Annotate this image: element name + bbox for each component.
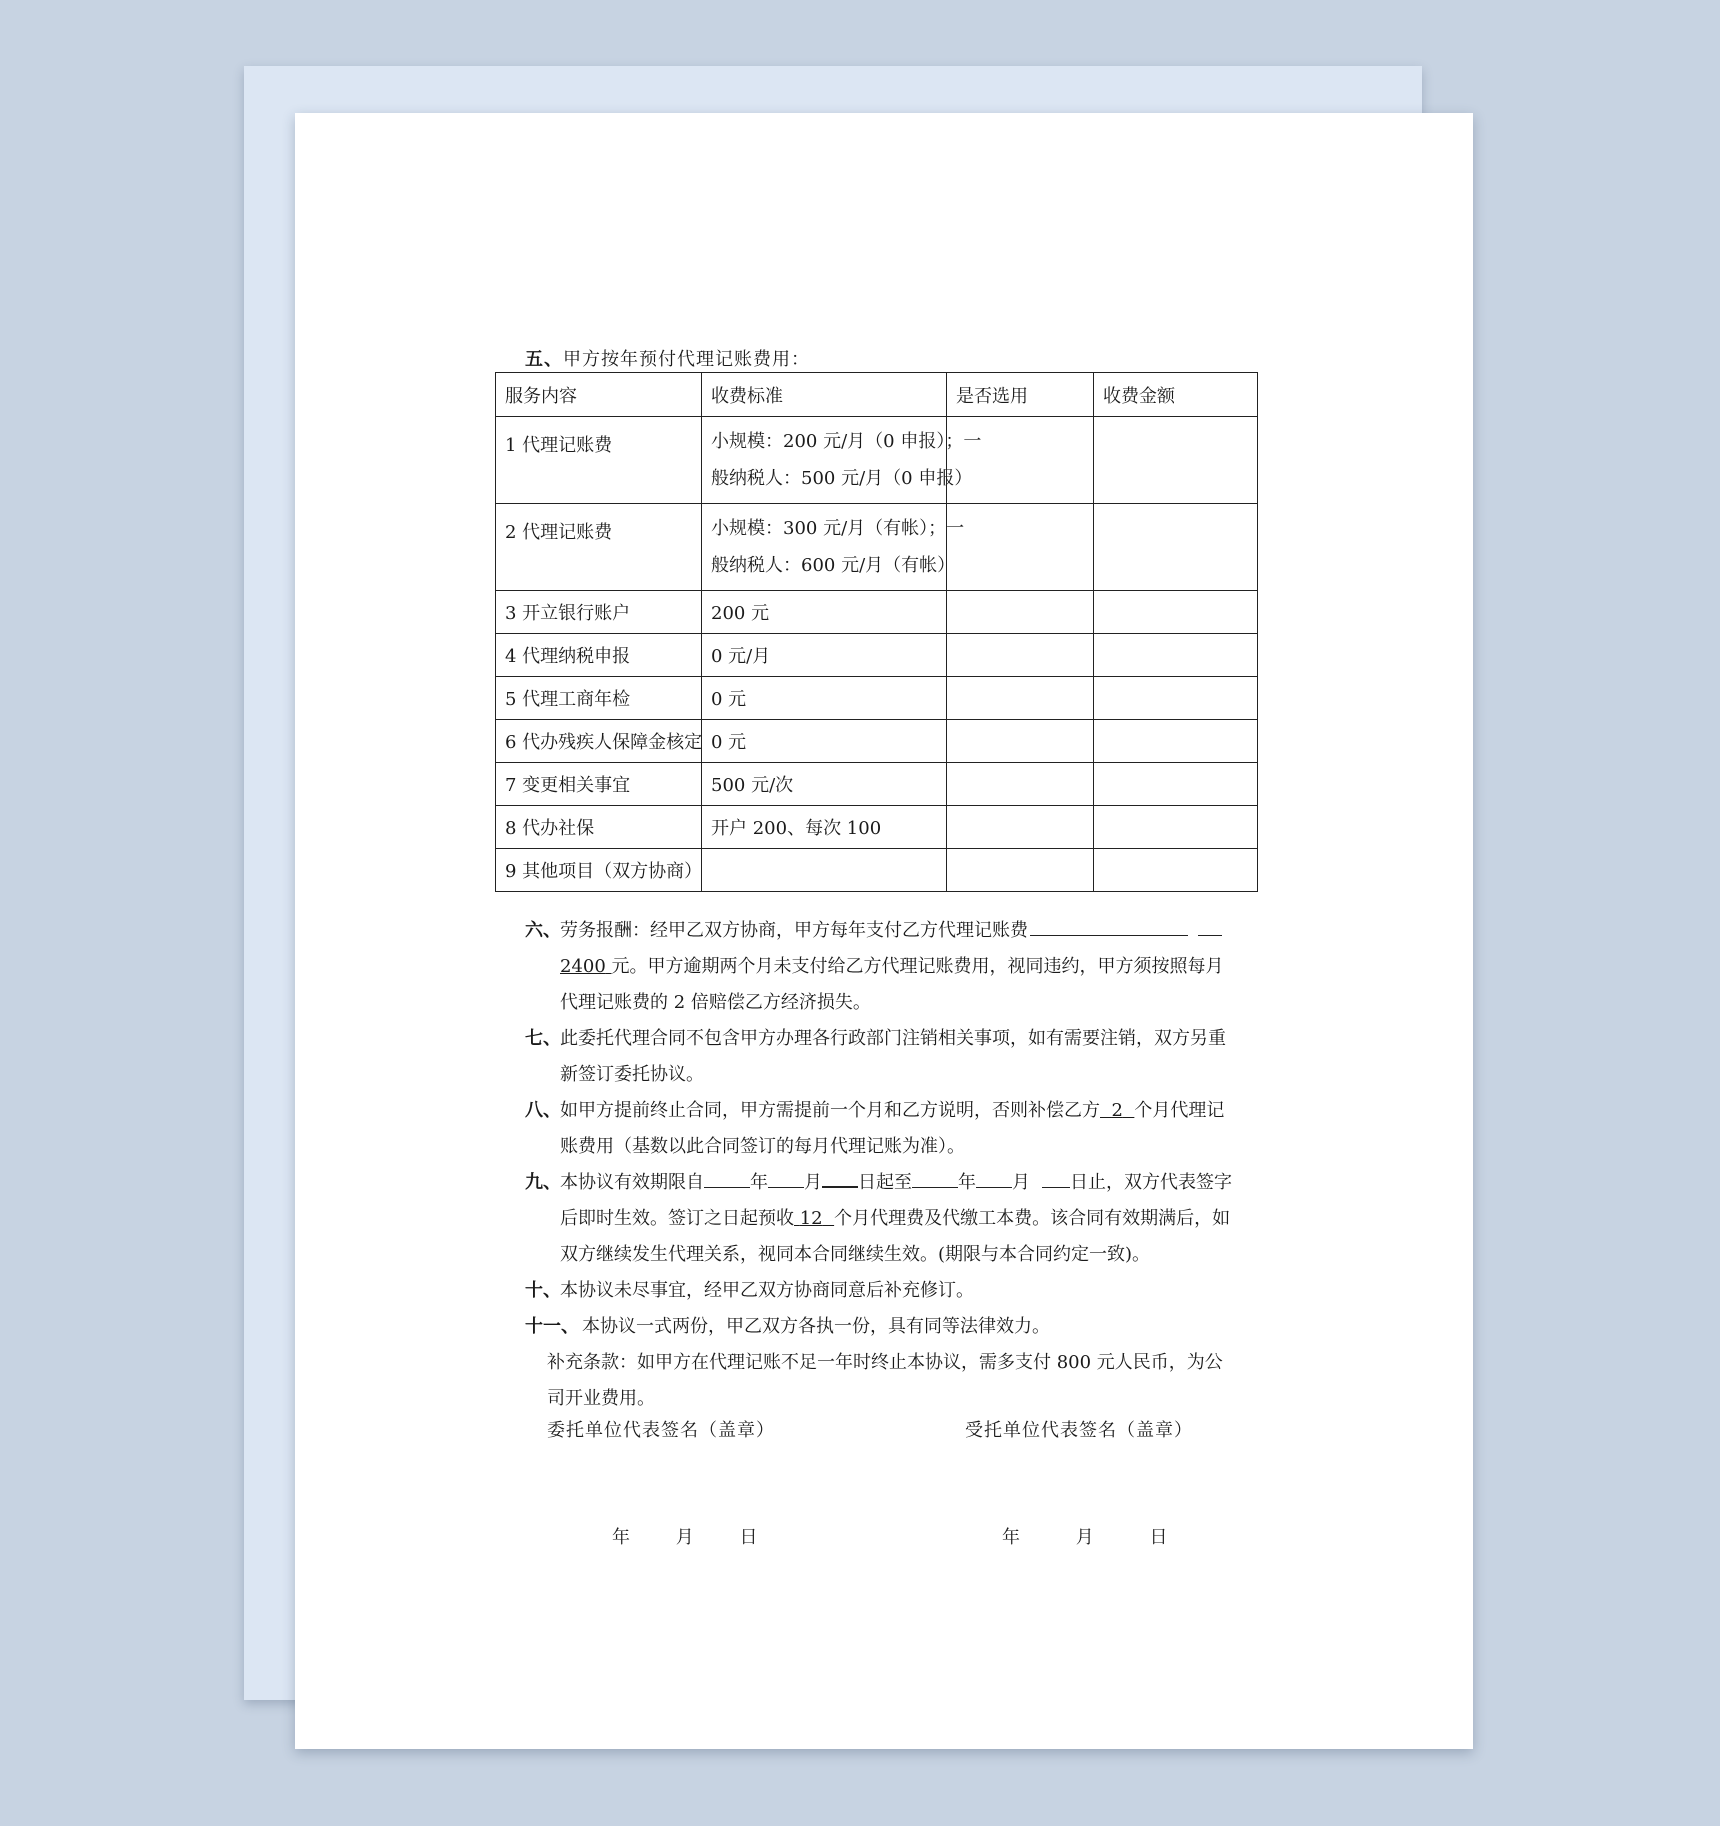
service-cell: 4 代理纳税申报 — [496, 634, 702, 677]
agent-signature-label: 受托单位代表签名（盖章） — [965, 1420, 1193, 1441]
blank-line — [912, 1167, 958, 1188]
fee-line: 般纳税人：600 元/月（有帐） — [711, 555, 956, 576]
selected-cell — [947, 504, 1094, 591]
clause-text: 劳务报酬：经甲乙双方协商，甲方每年支付乙方代理记账费 — [560, 920, 1028, 941]
service-cell: 2 代理记账费 — [496, 504, 702, 591]
fee-cell — [702, 849, 947, 892]
header-amount: 收费金额 — [1094, 373, 1258, 417]
amount-cell — [1094, 634, 1258, 677]
table-row — [496, 591, 1258, 634]
clause-number: 十、 — [525, 1280, 561, 1301]
fee-cell — [702, 504, 965, 591]
blank-line — [1030, 915, 1188, 936]
fee-line: 小规模：200 元/月（0 申报）；一 — [711, 431, 982, 452]
amount-cell — [1094, 677, 1258, 720]
clause-text: 日止，双方代表签字 — [1070, 1172, 1232, 1193]
clause-text: 账费用（基数以此合同签订的每月代理记账为准）。 — [560, 1136, 965, 1157]
table-row — [496, 417, 1258, 504]
selected-cell — [947, 720, 1094, 763]
clause-text: 年 — [750, 1172, 768, 1193]
selected-cell — [947, 677, 1094, 720]
table-row — [496, 763, 1258, 806]
header-selected: 是否选用 — [947, 373, 1094, 417]
year-label: 年 — [1002, 1527, 1020, 1548]
service-cell: 9 其他项目（双方协商） — [496, 849, 702, 892]
fee-cell: 0 元 — [702, 720, 947, 763]
document-page — [295, 113, 1473, 1749]
table-row — [496, 504, 1258, 591]
clause-ten — [495, 1273, 1257, 1309]
clause-text: 个月代理费及代缴工本费。该合同有效期满后，如 — [834, 1208, 1231, 1229]
section-five-heading — [525, 345, 810, 371]
clause-text: 如甲方提前终止合同，甲方需提前一个月和乙方说明，否则补偿乙方 — [560, 1100, 1100, 1121]
table-row — [496, 806, 1258, 849]
service-cell: 3 开立银行账户 — [496, 591, 702, 634]
clause-text: 双方继续发生代理关系，视同本合同继续生效。(期限与本合同约定一致)。 — [560, 1244, 1151, 1265]
fee-cell: 开户 200、每次 100 — [702, 806, 947, 849]
blank-line — [1042, 1167, 1070, 1188]
selected-cell — [947, 634, 1094, 677]
prepay-months: 12 — [799, 1208, 823, 1229]
blank-line — [976, 1167, 1012, 1188]
selected-cell — [947, 806, 1094, 849]
blank-line — [704, 1167, 750, 1188]
fee-line: 般纳税人：500 元/月（0 申报） — [711, 468, 973, 489]
clause-text: 月 — [804, 1172, 822, 1193]
section-number: 五、 — [525, 349, 563, 370]
clause-text: 日起至 — [858, 1172, 912, 1193]
table-row — [496, 720, 1258, 763]
clause-eight — [495, 1093, 1257, 1165]
fee-line: 小规模：300 元/月（有帐）；一 — [711, 518, 965, 539]
clause-nine — [495, 1165, 1257, 1273]
clause-number: 八、 — [525, 1100, 561, 1121]
client-signature-date — [612, 1523, 757, 1549]
selected-cell — [947, 417, 1094, 504]
clause-text: 本协议未尽事宜，经甲乙双方协商同意后补充修订。 — [560, 1280, 974, 1301]
table-row — [496, 849, 1258, 892]
clause-text: 司开业费用。 — [547, 1388, 655, 1409]
section-title: 甲方按年预付代理记账费用： — [563, 349, 810, 370]
agent-signature-date — [1002, 1523, 1167, 1549]
blank-line — [1198, 915, 1222, 936]
clause-number: 七、 — [525, 1028, 561, 1049]
clause-text: 本协议有效期限自 — [560, 1172, 704, 1193]
blank-line — [768, 1167, 804, 1188]
clause-number: 九、 — [525, 1172, 561, 1193]
clause-text: 元。甲方逾期两个月未支付给乙方代理记账费用，视同违约，甲方须按照每月 — [611, 956, 1224, 977]
selected-cell — [947, 849, 1094, 892]
month-label: 月 — [675, 1527, 694, 1548]
selected-cell — [947, 763, 1094, 806]
day-label: 日 — [1149, 1527, 1168, 1548]
clause-text: 代理记账费的 2 倍赔偿乙方经济损失。 — [560, 992, 871, 1013]
clause-text: 后即时生效。签订之日起预收 — [560, 1208, 794, 1229]
selected-cell — [947, 591, 1094, 634]
service-cell: 5 代理工商年检 — [496, 677, 702, 720]
year-label: 年 — [612, 1527, 630, 1548]
table-row — [496, 677, 1258, 720]
clause-text: 个月代理记 — [1134, 1100, 1225, 1121]
fee-cell: 200 元 — [702, 591, 947, 634]
month-label: 月 — [1075, 1527, 1094, 1548]
amount-cell — [1094, 806, 1258, 849]
clauses — [495, 913, 1257, 1417]
header-fee-standard: 收费标准 — [702, 373, 947, 417]
fee-cell: 0 元/月 — [702, 634, 947, 677]
amount-cell — [1094, 720, 1258, 763]
clause-number: 十一、 — [525, 1316, 579, 1337]
client-signature-label: 委托单位代表签名（盖章） — [547, 1420, 775, 1441]
blank-line — [822, 1166, 858, 1188]
compensation-months: 2 — [1111, 1100, 1123, 1121]
annual-fee-amount: 2400 — [560, 956, 606, 977]
clause-text: 年 — [958, 1172, 976, 1193]
amount-cell — [1094, 591, 1258, 634]
clause-seven — [495, 1021, 1257, 1093]
fee-cell — [702, 417, 982, 504]
amount-cell — [1094, 763, 1258, 806]
table-row — [496, 634, 1258, 677]
fee-cell: 0 元 — [702, 677, 947, 720]
header-service: 服务内容 — [496, 373, 702, 417]
clause-text: 月 — [1012, 1172, 1030, 1193]
supplementary-clause — [495, 1345, 1257, 1417]
fee-cell: 500 元/次 — [702, 763, 947, 806]
clause-text: 新签订委托协议。 — [560, 1064, 704, 1085]
clause-number: 六、 — [525, 920, 561, 941]
clause-text: 本协议一式两份，甲乙双方各执一份，具有同等法律效力。 — [582, 1316, 1050, 1337]
service-cell: 1 代理记账费 — [496, 417, 702, 504]
service-cell: 6 代办残疾人保障金核定 — [496, 720, 702, 763]
clause-text: 补充条款：如甲方在代理记账不足一年时终止本协议，需多支付 800 元人民币，为公 — [547, 1352, 1223, 1373]
amount-cell — [1094, 849, 1258, 892]
amount-cell — [1094, 417, 1258, 504]
service-cell: 7 变更相关事宜 — [496, 763, 702, 806]
clause-eleven — [495, 1309, 1257, 1345]
amount-cell — [1094, 504, 1258, 591]
clause-six — [495, 913, 1257, 1021]
table-header-row — [496, 373, 1258, 417]
day-label: 日 — [739, 1527, 758, 1548]
clause-text: 此委托代理合同不包含甲方办理各行政部门注销相关事项，如有需要注销，双方另重 — [560, 1028, 1226, 1049]
fee-table — [495, 372, 1258, 892]
service-cell: 8 代办社保 — [496, 806, 702, 849]
